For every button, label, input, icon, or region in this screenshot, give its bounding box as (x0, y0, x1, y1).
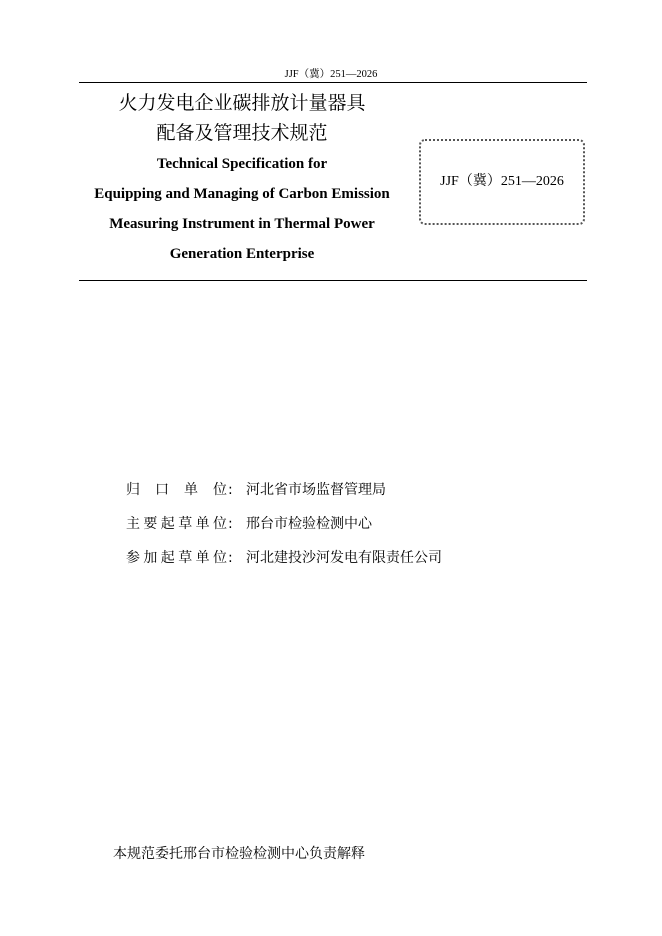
info-row-main-drafting-unit (126, 512, 372, 536)
info-colon: : (228, 482, 233, 498)
standard-code-box (419, 139, 585, 225)
english-title-line-3: Measuring Instrument in Thermal Power (109, 216, 375, 232)
english-title-line-1: Technical Specification for (156, 156, 328, 172)
header-standard-code: JJF（冀）251—2026 (284, 69, 378, 80)
info-colon: : (228, 550, 233, 566)
info-value: 河北建投沙河发电有限责任公司 (246, 550, 442, 566)
info-value: 河北省市场监督管理局 (246, 482, 386, 498)
header-rule (79, 82, 587, 83)
interpretation-note: 本规范委托邢台市检验检测中心负责解释 (113, 846, 365, 862)
info-value: 邢台市检验检测中心 (246, 516, 372, 532)
info-row-responsible-unit (126, 478, 386, 502)
standard-code-text: JJF（冀）251—2026 (440, 174, 564, 189)
title-bottom-rule (79, 280, 587, 281)
english-title-line-4: Generation Enterprise (169, 246, 315, 262)
info-label: 参加起草单位 (126, 550, 228, 566)
chinese-title-line-1: 火力发电企业碳排放计量器具 (118, 92, 366, 114)
info-label: 主要起草单位 (126, 516, 228, 532)
info-label: 归口单位 (126, 482, 228, 498)
info-colon: : (228, 516, 233, 532)
english-title-line-2: Equipping and Managing of Carbon Emission (94, 186, 390, 202)
chinese-title-line-2: 配备及管理技术规范 (156, 122, 328, 144)
info-row-participating-drafting-unit (126, 546, 442, 570)
